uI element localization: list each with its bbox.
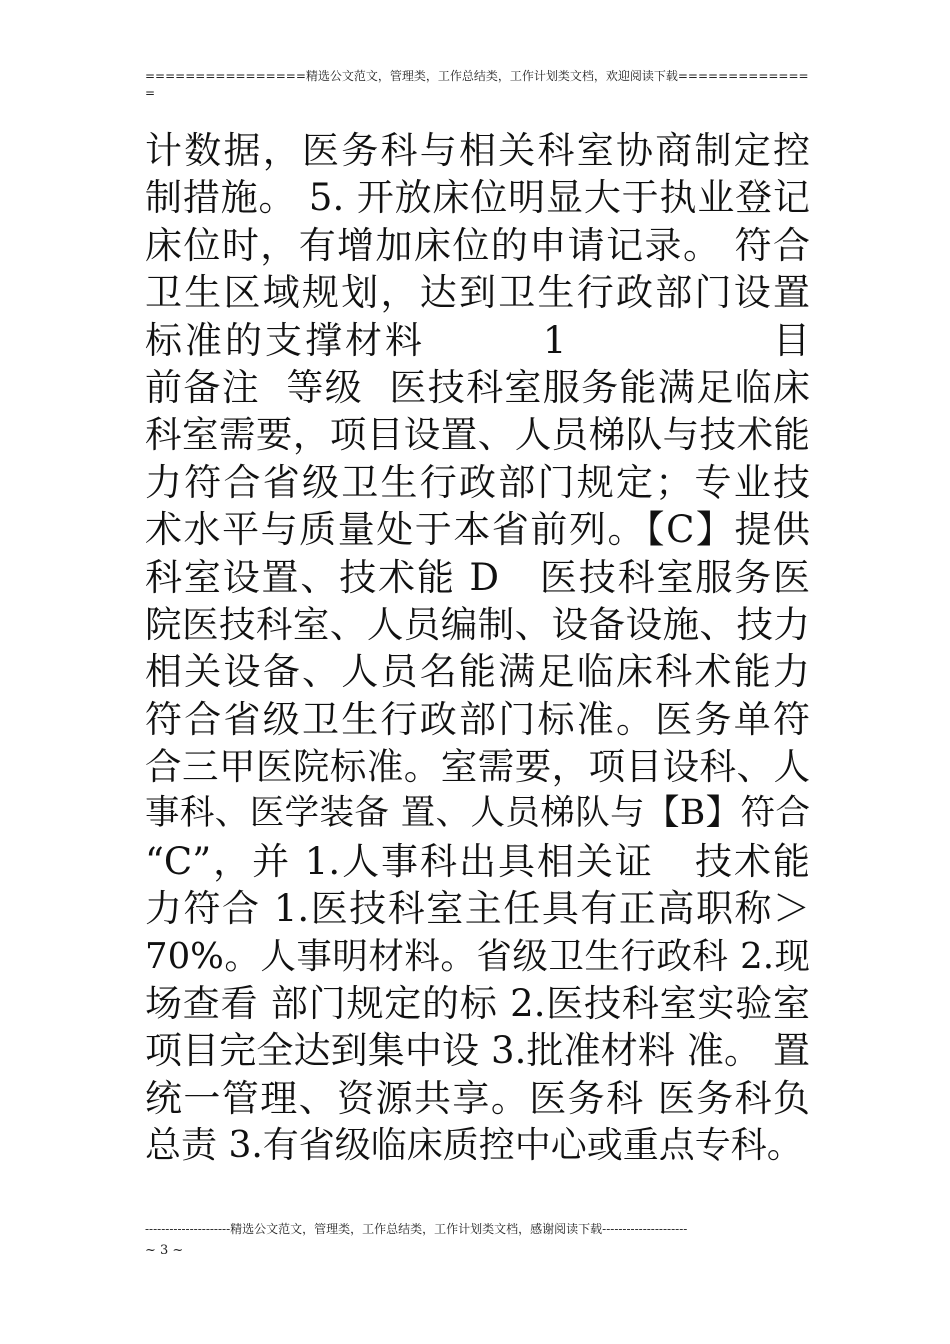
body-line: 院医技科室、人员编制、设备设施、技力 <box>145 602 810 646</box>
body-line: 场查看 部门规定的标 2.医技科室实验室 <box>145 982 810 1026</box>
page-number: ~ 3 ~ <box>145 1243 184 1258</box>
body-line: 标准的支撑材料 1 目 <box>145 318 810 362</box>
body-line: 事科、医学装备 置、人员梯队与【B】符合 <box>145 793 810 834</box>
page-header-banner: ================精选公文范文，管理类，工作总结类，工作计划类文档，欢迎阅读下载============== <box>145 69 809 100</box>
body-line: 符合省级卫生行政部门标准。医务单符 <box>145 697 810 741</box>
body-line: 统一管理、资源共享。医务科 医务科负 <box>145 1076 810 1120</box>
page-footer-banner: ---------------------精选公文范文，管理类，工作总结类，工作计划类文档，感谢阅读下载--------------------- <box>145 1222 688 1236</box>
body-line: 床位时，有增加床位的申请记录。 符合 <box>145 223 810 267</box>
body-line: “C”，并 1.人事科出具相关证 技术能 <box>145 839 810 883</box>
body-line: 计数据，医务科与相关科室协商制定控 <box>145 129 810 172</box>
body-line: 科室设置、技术能 D 医技科室服务医 <box>145 555 810 599</box>
body-line: 制措施。 5. 开放床位明显大于执业登记 <box>145 176 810 220</box>
body-line: 前备注 等级 医技科室服务能满足临床 <box>145 365 810 409</box>
body-line: 合三甲医院标准。室需要，项目设科、人 <box>145 745 810 789</box>
body-line: 术水平与质量处于本省前列。【C】提供 <box>145 508 810 552</box>
body-line: 70%。人事明材料。省级卫生行政科 2.现 <box>145 935 810 977</box>
body-line: 总责 3.有省级临床质控中心或重点专科。 <box>145 1125 803 1167</box>
body-line: 相关设备、人员名能满足临床科术能力 <box>145 650 810 694</box>
document-body <box>145 127 810 1170</box>
body-line: 卫生区域规划，达到卫生行政部门设置 <box>145 271 810 315</box>
body-line: 科室需要，项目设置、人员梯队与技术能 <box>145 413 810 457</box>
body-line: 项目完全达到集中设 3.批准材料 准。 置 <box>145 1029 810 1073</box>
body-line: 力符合 1.医技科室主任具有正高职称＞ <box>145 887 810 931</box>
body-line: 力符合省级卫生行政部门规定；专业技 <box>145 460 810 504</box>
